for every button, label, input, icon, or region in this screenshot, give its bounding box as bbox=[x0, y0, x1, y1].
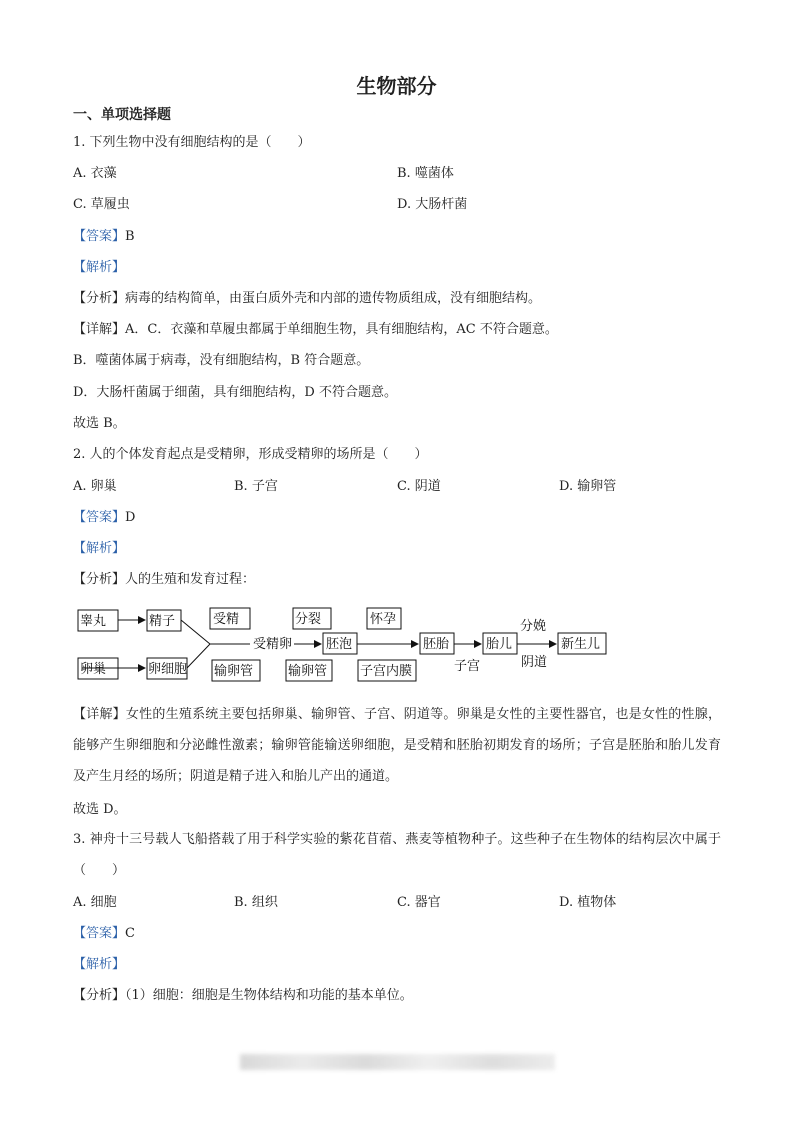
q1-analysis-tag: 【解析】 bbox=[73, 260, 126, 275]
page-title: 生物部分 bbox=[356, 74, 437, 98]
q1-fenxi: 【分析】病毒的结构简单，由蛋白质外壳和内部的遗传物质组成，没有细胞结构。 bbox=[73, 291, 542, 306]
q3-option-c: C. 器官 bbox=[397, 895, 441, 910]
q1-stem: 1. 下列生物中没有细胞结构的是（ ） bbox=[73, 135, 311, 150]
label-testis: 睾丸 bbox=[80, 614, 107, 629]
q3-option-d: D. 植物体 bbox=[559, 895, 617, 910]
q1-answer: 【答案】B bbox=[73, 229, 135, 244]
reproduction-diagram bbox=[70, 600, 615, 690]
section-heading: 一、单项选择题 bbox=[73, 107, 171, 123]
blurred-footer-watermark bbox=[240, 1054, 555, 1070]
q3-fenxi: 【分析】（1）细胞：细胞是生物体结构和功能的基本单位。 bbox=[73, 988, 413, 1003]
label-embryo: 胚胎 bbox=[423, 637, 450, 652]
label-newborn: 新生儿 bbox=[561, 637, 601, 652]
label-vagina: 阴道 bbox=[521, 655, 548, 670]
q1-line-b: B．噬菌体属于病毒，没有细胞结构，B 符合题意。 bbox=[73, 353, 370, 368]
label-blastocyst: 胚泡 bbox=[326, 637, 353, 652]
q3-analysis-tag: 【解析】 bbox=[73, 957, 126, 972]
q1-xiangjie: 【详解】A．C．衣藻和草履虫都属于单细胞生物，具有细胞结构，AC 不符合题意。 bbox=[73, 322, 558, 337]
label-fertilization: 受精 bbox=[213, 612, 240, 627]
label-fetus: 胎儿 bbox=[486, 637, 513, 652]
label-endometrium: 子宫内膜 bbox=[360, 664, 413, 679]
q1-option-c: C. 草履虫 bbox=[73, 197, 130, 212]
label-ovary: 卵巢 bbox=[80, 662, 107, 677]
label-zygote: 受精卵 bbox=[253, 637, 293, 652]
label-oviduct: 输卵管 bbox=[214, 664, 254, 679]
q3-option-a: A. 细胞 bbox=[73, 895, 117, 910]
q2-option-c: C. 阴道 bbox=[397, 479, 441, 494]
q2-option-d: D. 输卵管 bbox=[559, 479, 617, 494]
q2-answer: 【答案】D bbox=[73, 510, 136, 525]
label-oviduct-2: 输卵管 bbox=[288, 664, 328, 679]
label-uterus: 子宫 bbox=[454, 659, 481, 674]
q3-answer: 【答案】C bbox=[73, 926, 135, 941]
q3-stem: 3. 神舟十三号载人飞船搭载了用于科学实验的紫花苜蓿、燕麦等植物种子。这些种子在生物体的结构层次中属于（ ） bbox=[73, 832, 721, 878]
q1-line-d: D．大肠杆菌属于细菌，具有细胞结构，D 不符合题意。 bbox=[73, 385, 397, 400]
q2-fenxi: 【分析】人的生殖和发育过程： bbox=[73, 572, 256, 587]
q2-option-a: A. 卵巢 bbox=[73, 479, 117, 494]
q2-conclusion: 故选 D。 bbox=[73, 802, 127, 817]
q2-xiangjie: 【详解】女性的生殖系统主要包括卵巢、输卵管、子宫、阴道等。卵巢是女性的主要性器官，也是女性的性腺，能够产生卵细胞和分泌雌性激素；输卵管能输送卵细胞，是受精和胚胎初期发育的场所；子宫是胚胎和胎儿发育及产生月经的场所；阴道是精子进入和胎儿产出的通道。 bbox=[73, 707, 721, 784]
q1-option-a: A. 衣藻 bbox=[73, 166, 117, 181]
q3-option-b: B. 组织 bbox=[234, 895, 278, 910]
q2-analysis-tag: 【解析】 bbox=[73, 541, 126, 556]
label-sperm: 精子 bbox=[149, 614, 176, 629]
label-delivery: 分娩 bbox=[520, 619, 547, 634]
label-egg: 卵细胞 bbox=[148, 662, 188, 677]
label-pregnancy: 怀孕 bbox=[370, 612, 397, 627]
q1-option-d: D. 大肠杆菌 bbox=[397, 197, 468, 212]
label-division: 分裂 bbox=[295, 612, 322, 627]
q1-option-b: B. 噬菌体 bbox=[397, 166, 454, 181]
q1-conclusion: 故选 B。 bbox=[73, 416, 126, 431]
q2-option-b: B. 子宫 bbox=[234, 479, 278, 494]
q2-stem: 2. 人的个体发育起点是受精卵，形成受精卵的场所是（ ） bbox=[73, 447, 428, 462]
